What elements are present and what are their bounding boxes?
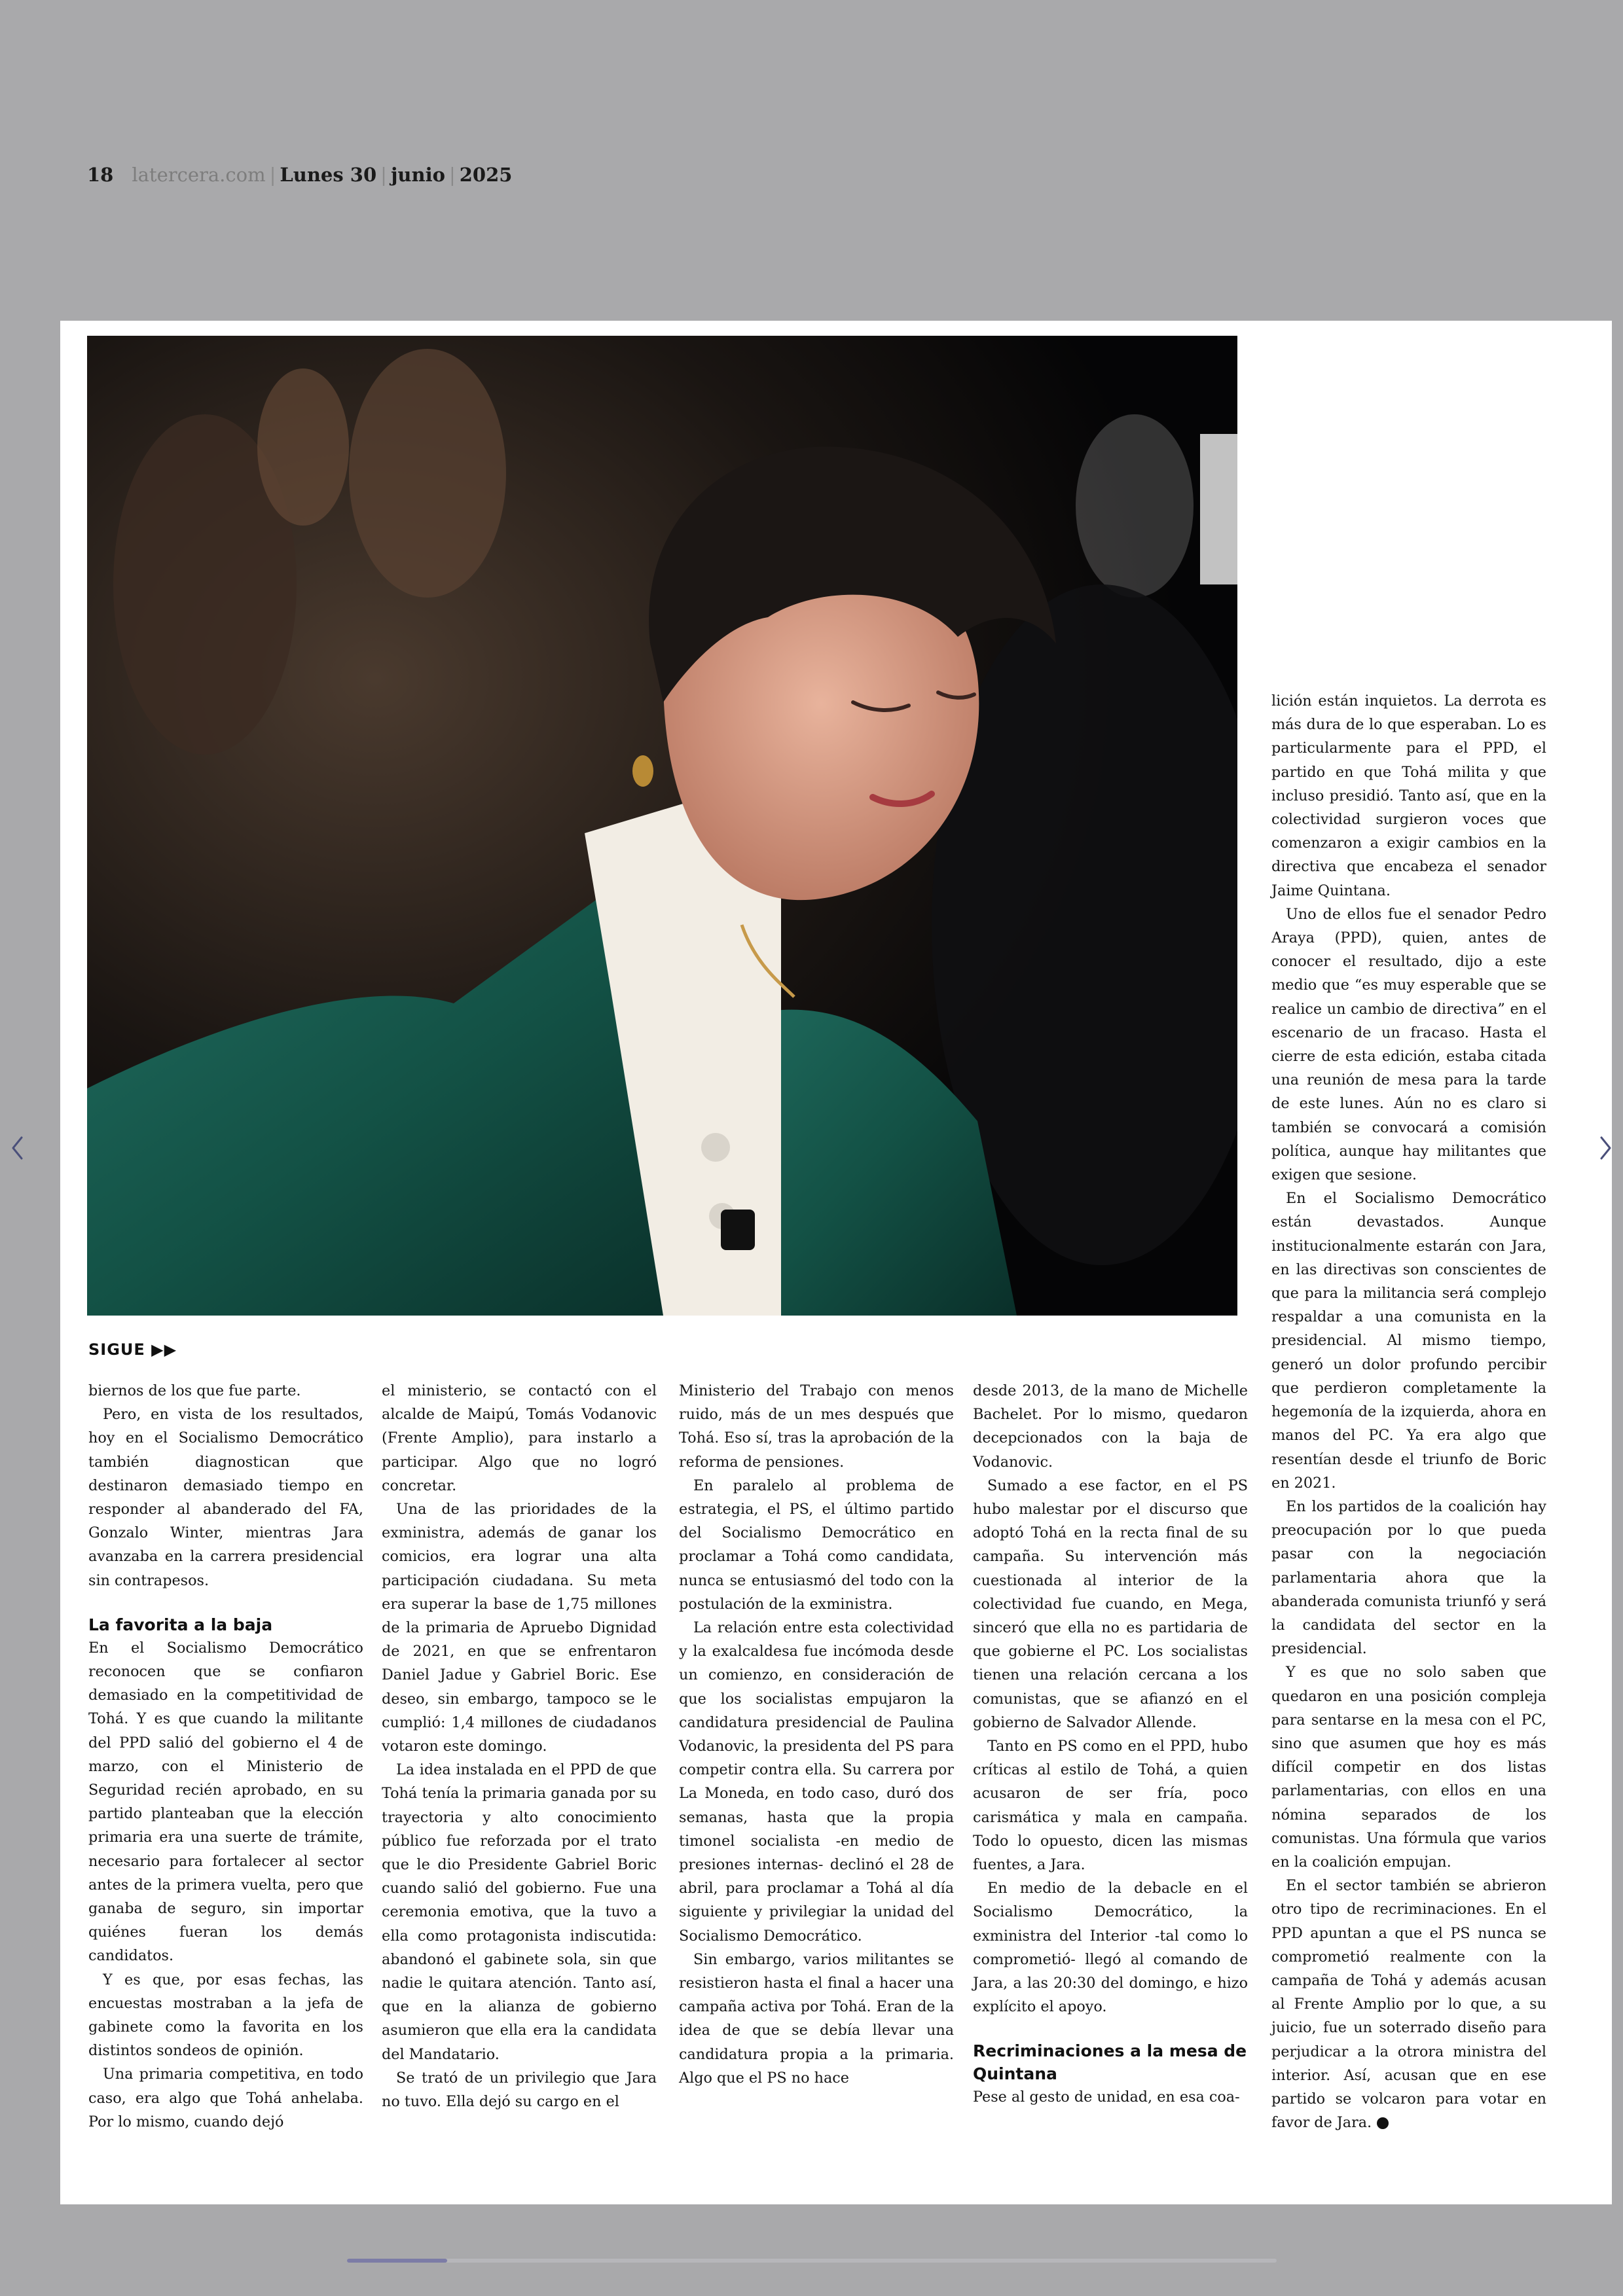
article-column-1 bbox=[88, 1379, 363, 2134]
reading-progress-fill bbox=[347, 2259, 447, 2263]
article-column-4 bbox=[973, 1379, 1248, 2109]
paragraph: lición están inquietos. La derrota es más dura de lo que esperaban. Lo es particularmente para el PPD, el partido en que Tohá milita y que incluso presidió. Tanto así, que en la colectividad surgieron voces que comenzaron a exigir cambios en la directiva que encabeza el senador Jaime Quintana. bbox=[1271, 692, 1546, 899]
date-day: Lunes 30 bbox=[280, 164, 377, 186]
paragraph: En el Socialismo Democrático están devastados. Aunque institucionalmente estarán con Jara, en las directivas son conscientes de que para la militancia será complejo respaldar a una comunista en la presidencial. Al mismo tiempo, generó un dolor profundo percibir que perdieron completamente la hegemonía de la izquierda, ahora en manos del PC. Ya era algo que resentían desde el triunfo de Boric en 2021. bbox=[1271, 1190, 1546, 1492]
paragraph: biernos de los que fue parte. bbox=[88, 1382, 301, 1399]
paragraph: En medio de la debacle en el Socialismo Democrático, la exministra del Interior -tal como lo comprometió- llegó al comando de Jara, a las 20:30 del domingo, e hizo explícito el apoyo. bbox=[973, 1880, 1248, 2016]
paragraph: Sumado a ese factor, en el PS hubo malestar por el discurso que adoptó Tohá en la recta final de su campaña. Su intervención más cuestionada al interior de la colectividad fue cuando, en Mega, sinceró que ella no es partidaria de que gobierne el PC. Los socialistas tienen una relación cercana a los comunistas, que se afianzó en el gobierno de Salvador Allende. bbox=[973, 1477, 1248, 1731]
article-column-2 bbox=[382, 1379, 657, 2113]
paragraph: La idea instalada en el PPD de que Tohá tenía la primaria ganada por su trayectoria y alto conocimiento público fue reforzada por el trato que le dio Presidente Gabriel Boric cuando salió del gobierno. Fue una ceremonia emotiva, que la tuvo a ella como protagonista indiscutida: abandonó el gabinete sola, sin que nadie le quitara atención. Tanto así, que en la alianza de gobierno asumieron que ella era la candidata del Mandatario. bbox=[382, 1761, 657, 2063]
paragraph: Una primaria competitiva, en todo caso, era algo que Tohá anhelaba. Por lo mismo, cuando dejó bbox=[88, 2066, 363, 2130]
date-year: 2025 bbox=[459, 164, 513, 186]
paragraph: Una de las prioridades de la exministra, además de ganar los comicios, era lograr una alta participación ciudadana. Su meta era superar la base de 1,75 millones de la primaria de Apruebo Dignidad de 2021, en que se enfrentaron Daniel Jadue y Gabriel Boric. Ese deseo, sin embargo, tampoco se le cumplió: 1,4 millones de ciudadanos votaron este domingo. bbox=[382, 1501, 657, 1755]
article-photo bbox=[87, 336, 1237, 1316]
end-mark-icon bbox=[1377, 2117, 1389, 2129]
photo-woman-green-coat bbox=[87, 336, 1237, 1316]
continue-label-text: SIGUE bbox=[88, 1340, 145, 1359]
paragraph: Se trató de un privilegio que Jara no tuvo. Ella dejó su cargo en el bbox=[382, 2069, 657, 2111]
date-month: junio bbox=[390, 164, 445, 186]
page-number: 18 bbox=[87, 164, 114, 186]
newspaper-page bbox=[60, 321, 1612, 2204]
reading-progress-bar[interactable] bbox=[347, 2259, 1277, 2263]
paragraph: Tanto en PS como en el PPD, hubo críticas al estilo de Tohá, a quien acusaron de ser fría, poco carismática y mala en campaña. Todo lo opuesto, dicen las mismas fuentes, a Jara. bbox=[973, 1738, 1248, 1874]
last-paragraph bbox=[1271, 1874, 1546, 2134]
paragraph: Uno de ellos fue el senador Pedro Araya (PPD), quien, antes de conocer el resultado, dijo a este medio que “es muy esperable que se realice un cambio de directiva” en el escenario de un fracaso. Hasta el cierre de esta edición, estaba citada una reunión de mesa para la tarde de este lunes. Aún no es claro si también se convocará a comisión política, aunque hay militantes que exigen que sesione. bbox=[1271, 905, 1546, 1184]
paragraph: el ministerio, se contactó con el alcalde de Maipú, Tomás Vodanovic (Frente Amplio), para instarlo a participar. Algo que no logró concretar. bbox=[382, 1382, 657, 1494]
paragraph: Ministerio del Trabajo con menos ruido, más de un mes después que Tohá. Eso sí, tras la aprobación de la reforma de pensiones. bbox=[679, 1382, 954, 1471]
paragraph: Y es que, por esas fechas, las encuestas mostraban a la jefa de gabinete como la favorita en los distintos sondeos de opinión. bbox=[88, 1971, 363, 2060]
double-arrow-icon: ▶▶ bbox=[151, 1340, 177, 1359]
separator: | bbox=[269, 164, 276, 186]
continue-label bbox=[88, 1340, 177, 1359]
article-column-5 bbox=[1271, 689, 1546, 2134]
paragraph: La relación entre esta colectividad y la exalcaldesa fue incómoda desde un comienzo, en consideración de que los socialistas empujaron la candidatura presidencial de Paulina Vodanovic, la presidenta del PS para competir contra ella. Su carrera por La Moneda, en todo caso, duró dos semanas, hasta que la propia timonel socialista -en medio de presiones internas- declinó el 28 de abril, para proclamar a Tohá al día siguiente y privilegiar la unidad del Socialismo Democrático. bbox=[679, 1619, 954, 1945]
chevron-left-icon bbox=[10, 1135, 24, 1161]
paragraph: En los partidos de la coalición hay preocupación por lo que pueda pasar con la negociación parlamentaria ahora que la abanderada comunista triunfó y será la candidata del sector en la presidencial. bbox=[1271, 1498, 1546, 1658]
site-name: latercera.com bbox=[132, 164, 266, 186]
page-header bbox=[87, 164, 512, 186]
paragraph: Pese al gesto de unidad, en esa coa- bbox=[973, 2089, 1240, 2106]
paragraph: Sin embargo, varios militantes se resistieron hasta el final a hacer una campaña activa por Tohá. Eran de la idea de que se debía llevar una candidatura propia a la primaria. Algo que el PS no hace bbox=[679, 1950, 954, 2087]
paragraph: Y es que no solo saben que quedaron en una posición compleja para sentarse en la mesa con el PC, sino que asumen que hoy es más difícil competir en dos listas parlamentarias, con ellos en una nómina separados de los comunistas. Una fórmula que varios en la coalición empujan. bbox=[1271, 1664, 1546, 1871]
section-heading: La favorita a la baja bbox=[88, 1615, 273, 1634]
next-page-button[interactable] bbox=[1593, 1132, 1619, 1164]
paragraph-text: En el sector también se abrieron otro tipo de recriminaciones. En el PPD apuntan a que el PS nunca se comprometió realmente con la campaña de Tohá y además acusan al Frente Amplio por lo que, a su juicio, fue un soterrado diseño para perjudicar a la otrora ministra del interior. Así, acusan que en ese partido se volcaron para votar en favor de Jara. bbox=[1271, 1877, 1546, 2132]
separator: | bbox=[448, 164, 456, 186]
chevron-right-icon bbox=[1599, 1135, 1613, 1161]
previous-page-button[interactable] bbox=[4, 1132, 30, 1164]
paragraph: En paralelo al problema de estrategia, el PS, el último partido del Socialismo Democrático en proclamar a Tohá como candidata, nunca se entusiasmó del todo con la postulación de la exministra. bbox=[679, 1477, 954, 1613]
article-column-3 bbox=[679, 1379, 954, 2090]
paragraph: Pero, en vista de los resultados, hoy en el Socialismo Democrático también diagnostican que destinaron demasiado tiempo en responder al abanderado del FA, Gonzalo Winter, mientras Jara avanzaba en la carrera presidencial sin contrapesos. bbox=[88, 1406, 363, 1589]
separator: | bbox=[380, 164, 387, 186]
paragraph: En el Socialismo Democrático reconocen que se confiaron demasiado en la competitividad de Tohá. Y es que cuando la militante del PPD salió del gobierno el 4 de marzo, con el Ministerio de Seguridad recién aprobado, en su partido planteaban que la elección primaria era una suerte de trámite, necesario para fortalecer al sector antes de la primera vuelta, pero que ganaba de seguro, sin importar quiénes fueran los demás candidatos. bbox=[88, 1639, 363, 1965]
section-heading: Recriminaciones a la mesa de Quintana bbox=[973, 2041, 1247, 2084]
paragraph: desde 2013, de la mano de Michelle Bachelet. Por lo mismo, quedaron decepcionados con la baja de Vodanovic. bbox=[973, 1382, 1248, 1471]
